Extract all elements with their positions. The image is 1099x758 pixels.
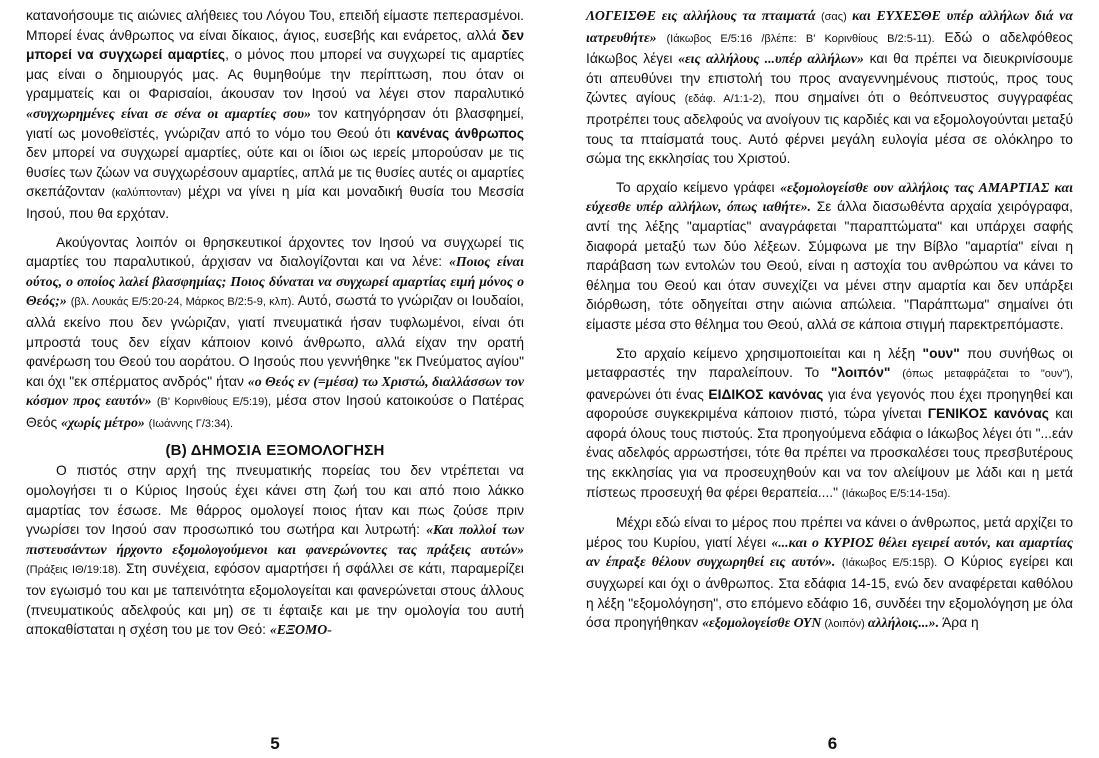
right-page	[566, 0, 1099, 758]
paragraph-lords-part: Μέχρι εδώ είναι το μέρος που πρέπει να κάνει ο άνθρωπος, μετά αρχίζει το μέρος του Κυρίου, γιατί λέγει «...και ο ΚΥΡΙΟΣ θέλει εγειρεί αυτόν, και αμαρτίας αν έπραξε θέλουν συγχωρηθεί εις αυτόν». (Ιάκωβος Ε/5:15β). Ο Κύριος εγείρει και συγχωρεί και όχι ο άνθρωπος. Στα εδάφια 14-15, ενώ δεν αναφέρεται καθόλου η λέξη "εξομολόγηση", στο επόμενο εδάφιο 16, συνδέει την εξομολόγηση με όλα όσα προηγήθηκαν «εξομολογείσθε ΟΥΝ (λοιπόν) αλλήλοις...». Άρα η	[586, 515, 1073, 631]
paragraph-public-confession: Ο πιστός στην αρχή της πνευματικής πορείας του δεν ντρέπεται να ομολογήσει τι ο Κύριος Ιησούς έχει κάνει στη ζωή του και από ποιο λάκκο αμαρτίας τον έσωσε. Με θάρρος ομολογεί ποιος ήταν και πως ζούσε πριν γνωρίσει τον Ιησού σαν προσωπικό του σωτήρα και λυτρωτή: «Και πολλοί των πιστευσάντων ήρχοντο εξομολογούμενοι και φανερώνοντες τας πράξεις αυτών» (Πράξεις ΙΘ/19:18). Στη συνέχεια, εφόσον αμαρτήσει ή σφάλλει σε κάτι, παραμερίζει τον εγωισμό του και με ταπεινότητα εξομολογείται και φανερώνεται στους άλλους (πνευματικούς αδελφούς και μη) σε τι έφταιξε και με την ομολογία του αυτή αποκαθίσταται η σχέση του με τον Θεό: «ΕΞΟΜΟ-	[26, 463, 524, 638]
page-number-left: 5	[270, 734, 280, 753]
right-page-text	[586, 6, 1073, 635]
paragraph-forgiveness: κατανοήσουμε τις αιώνιες αλήθειες του Λόγου Του, επειδή είμαστε πεπερασμένοι. Μπορεί ένας άνθρωπος να είναι δίκαιος, άγιος, ευσεβής και ενάρετος, αλλά δεν μπορεί να συγχωρεί αμαρτίες, ο μόνος που μπορεί να συγχωρεί τις αμαρτίες μας είναι ο δημιουργός μας. Ας θυμηθούμε την περίπτωση, που όταν οι γραμματείς και οι Φαρισαίοι, άκουσαν τον Ιησού να λέγει στον παραλυτικό «συγχωρημένες είναι σε σένα οι αμαρτίες σου» τον κατηγόρησαν ότι βλασφημεί, γιατί ως μονοθεϊστές, γνώριζαν από το νόμο του Θεού ότι κανένας άνθρωπος δεν μπορεί να συγχωρεί αμαρτίες, ούτε και οι ίδιοι ως ιερείς μπορούσαν με τις θυσίες των ζώων να συγχωρέσουν αμαρτίες, απλά με τις θυσίες αυτές οι αμαρτίες σκεπάζονταν (καλύπτονταν) μέχρι να γίνει η μία και μοναδική θυσία του Μεσσία Ιησού, που θα ερχόταν.	[26, 8, 525, 221]
paragraph-ancient-text: Το αρχαίο κείμενο γράφει «εξομολογείσθε ουν αλλήλοις τας ΑΜΑΡΤΙΑΣ και εύχεσθε υπέρ αλλήλων, όπως ιαθήτε». Σε άλλα διασωθέντα αρχαία χειρόγραφα, αντί της λέξης "αμαρτίας" αναγράφεται "παραπτώματα" και υπάρχει σαφής διαφορά μεταξύ των δύο λέξεων. Σύμφωνα με την Βίβλο "αμαρτία" είναι η παράβαση των εντολών του Θεού, είναι η αστοχία του ανθρώπου να κάνει το θέλημα του Θεού και όταν συνεχίζει να μένει στην αμαρτία και δεν υπάρξει διόρθωση, τότε οδηγείται στην αιώνια απώλεια. "Παράπτωμα" σημαίνει ότι είμαστε μέσα στο θέλημα του Θεού, αλλά σε κάποια στιγμή παρεκτρεπόμαστε.	[586, 179, 1074, 332]
left-page-text	[26, 6, 524, 640]
paragraph-james-quote: ΛΟΓΕΙΣΘΕ εις αλλήλους τα πταιματά (σας) και ΕΥΧΕΣΘΕ υπέρ αλλήλων διά να ιατρευθήτε» (Ιάκωβος Ε/5:16 /βλέπε: Β' Κορινθίους Β/2:5-11). Εδώ ο αδελφόθεος Ιάκωβος λέγει «εις αλλήλους ...υπέρ αλλήλων» και θα πρέπει να διευκρινίσουμε ότι απευθύνει την επιστολή του προς αναγεννημένους πιστούς, προς τους ζώντες αγίους (εδάφ. Α/1:1-2), που σημαίνει ότι ο θεόπνευστος συγγραφέας προτρέπει τους αδελφούς να ανοίγουν τις καρδιές και να εξομολογούνται μεταξύ τους τα πταίσματά τους. Αυτό φέρνει μεγάλη ευλογία μέσα σε ολόκληρο το σώμα της εκκλησίας του Χριστού.	[586, 8, 1074, 167]
page-number-right: 6	[827, 734, 838, 753]
section-heading: (Β) ΔΗΜΟΣΙΑ ΕΞΟΜΟΛΟΓΗΣΗ	[165, 442, 385, 460]
paragraph-oun-word: Στο αρχαίο κείμενο χρησιμοποιείται και η λέξη "ουν" που συνήθως οι μεταφραστές την παραλείπουν. Το "λοιπόν" (όπως μεταφράζεται το "ουν"), φανερώνει ότι ένας ΕΙΔΙΚΟΣ κανόνας για ένα γεγονός που έχει προηγηθεί και αφορούσε συγκεκριμένα κάποιον πιστό, τώρα γίνεται ΓΕΝΙΚΟΣ κανόνας και αφορά όλους τους πιστούς. Στα προηγούμενα εδάφια ο Ιάκωβος λέγει ότι "...εάν ένας αδελφός αρρωστήσει, τότε θα πρέπει να προσκαλέσει τους πρεσβυτέρους της εκκλησίας για να προσευχηθούν και να τον αλείψουν με λάδι και η μετά πίστεως προσευχή θα φέρει θεραπεία...." (Ιάκωβος Ε/5:14-15α).	[586, 345, 1073, 500]
paragraph-religious-leaders: Ακούγοντας λοιπόν οι θρησκευτικοί άρχοντες τον Ιησού να συγχωρεί τις αμαρτίες του παραλυτικού, άρχισαν να διαλογίζονται και να λένε: «Ποιος είναι ούτος, ο οποίος λαλεί βλασφημίας; Ποιος δύναται να συγχωρεί αμαρτίας ειμή μόνος ο Θεός;» (βλ. Λουκάς Ε/5:20-24, Μάρκος Β/2:5-9, κλπ). Αυτό, σωστά το γνώριζαν οι Ιουδαίοι, αλλά εκείνο που δεν γνώριζαν, γιατί πνευματικά ήσαν τυφλωμένοι, είναι ότι μπροστά τους δεν είχαν κάποιον κοινό άνθρωπο, αλλά είχαν την ορατή φανέρωση του Θεού του αοράτου. Ο Ιησούς που γεννήθηκε "εκ Πνεύματος αγίου" και όχι "εκ σπέρματος ανδρός" ήταν «ο Θεός εν (=μέσα) τω Χριστώ, διαλλάσσων τον κόσμον προς εαυτόν» (Β' Κορινθίους Ε/5:19), μέσα στον Ιησού κατοικούσε ο Πατέρας Θεός «χωρίς μέτρο» (Ιωάννης Γ/3:34).	[26, 234, 524, 430]
